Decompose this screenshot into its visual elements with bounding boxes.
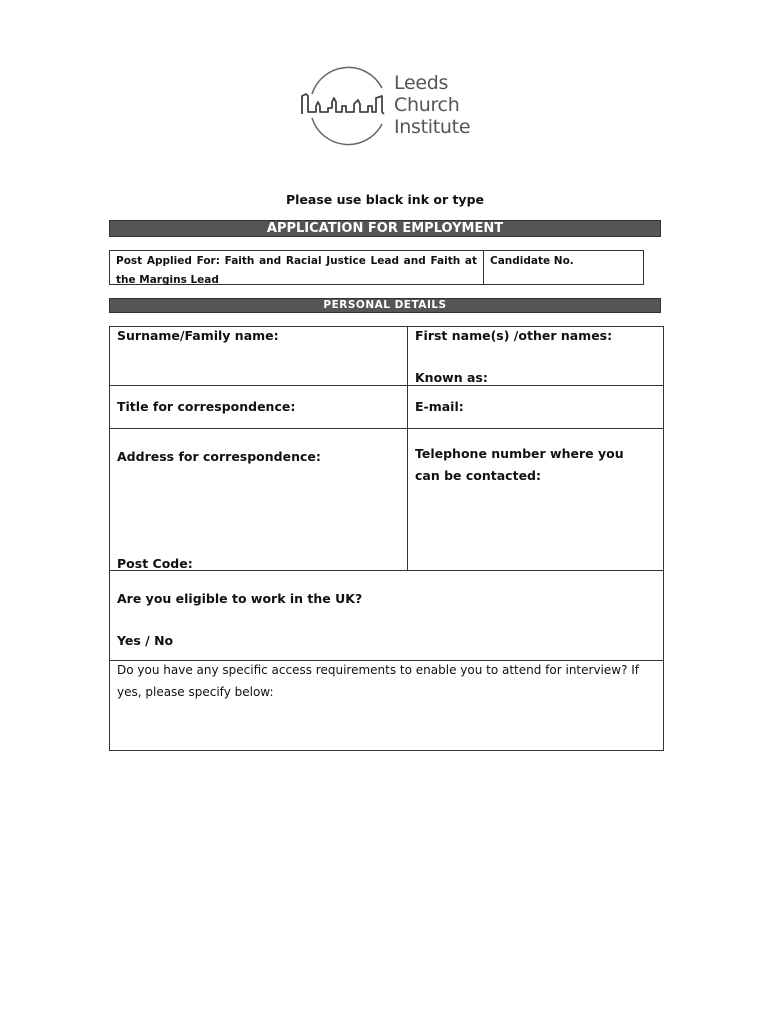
yes-no-option[interactable]: Yes / No <box>117 633 174 648</box>
access-requirements-label: Do you have any specific access requirements to enable you to attend for interview? If yes, please specify below: <box>117 663 640 699</box>
form-row-address-phone <box>110 429 663 571</box>
surname-field[interactable] <box>110 327 408 385</box>
form-row-names <box>110 327 663 386</box>
email-label: E-mail: <box>415 399 464 414</box>
first-name-label: First name(s) /other names: <box>415 328 613 343</box>
logo-line-1: Leeds <box>394 72 449 94</box>
logo-line-2: Church <box>394 94 460 116</box>
eligibility-field[interactable] <box>110 571 663 660</box>
post-applied-for: Post Applied For: Faith and Racial Justice Lead and Faith at the Margins Lead <box>110 251 484 284</box>
church-skyline-circle-icon <box>298 66 394 146</box>
title-field[interactable] <box>110 386 408 428</box>
form-title-bar: APPLICATION FOR EMPLOYMENT <box>109 220 661 237</box>
post-applied-table <box>109 250 644 285</box>
form-row-access <box>110 661 663 750</box>
form-row-eligibility <box>110 571 663 661</box>
known-as-label: Known as: <box>415 370 488 385</box>
personal-details-bar: PERSONAL DETAILS <box>109 298 661 313</box>
personal-details-form <box>109 326 664 751</box>
address-field[interactable] <box>110 429 408 570</box>
email-field[interactable] <box>408 386 663 428</box>
form-row-title-email <box>110 386 663 429</box>
first-name-field[interactable] <box>408 327 663 385</box>
telephone-field[interactable] <box>408 429 663 570</box>
ink-instruction: Please use black ink or type <box>285 192 485 207</box>
candidate-number: Candidate No. <box>490 255 574 267</box>
access-requirements-field[interactable] <box>110 661 663 750</box>
title-label: Title for correspondence: <box>117 399 296 414</box>
post-code-label: Post Code: <box>117 556 193 571</box>
eligibility-question: Are you eligible to work in the UK? <box>117 591 363 606</box>
surname-label: Surname/Family name: <box>117 328 279 343</box>
logo <box>298 66 478 146</box>
logo-line-3: Institute <box>394 116 471 138</box>
telephone-label: Telephone number where you can be contacted: <box>415 446 624 483</box>
address-label: Address for correspondence: <box>117 449 321 464</box>
